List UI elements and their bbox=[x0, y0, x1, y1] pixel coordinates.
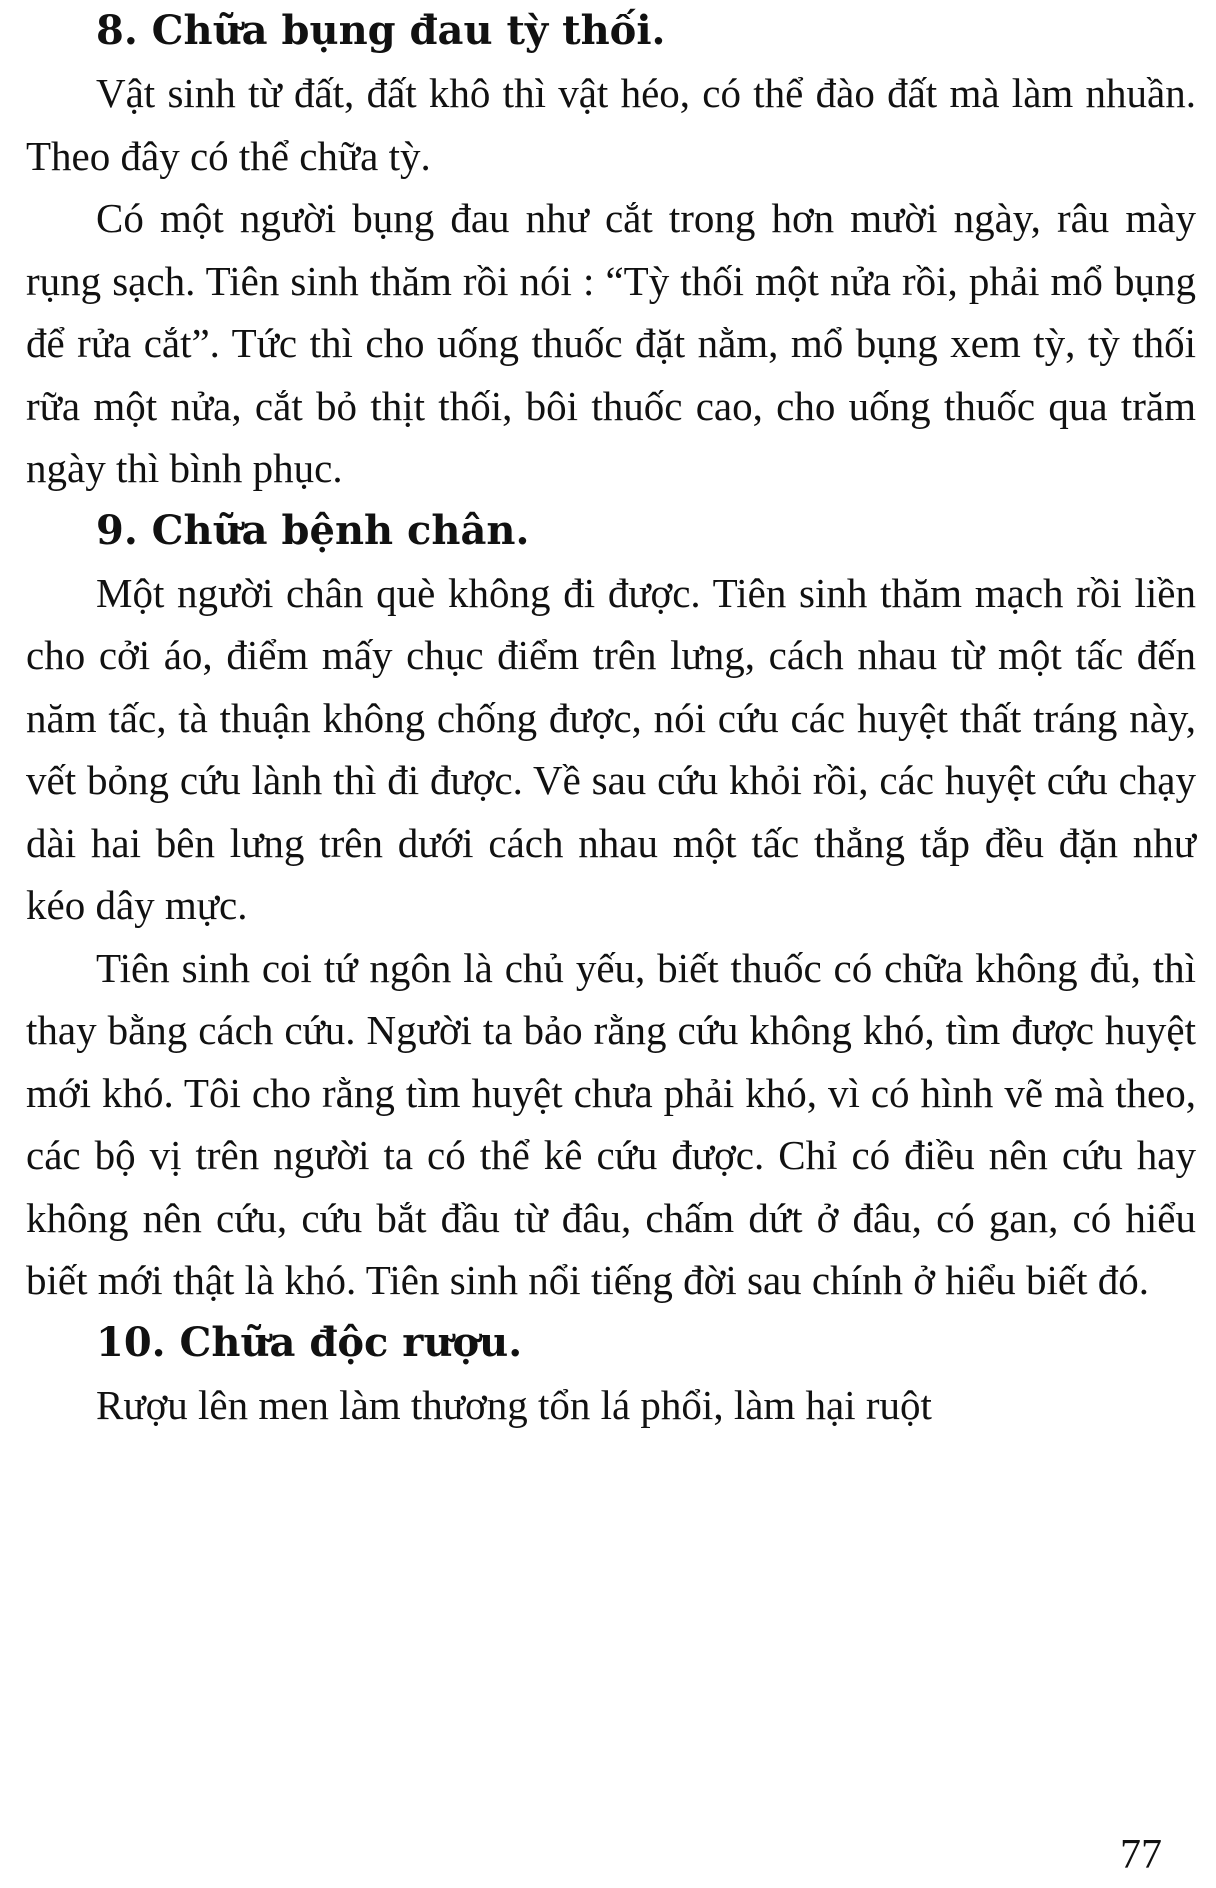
section-heading: 8. Chữa bụng đau tỳ thối. bbox=[96, 7, 666, 54]
paragraph: Vật sinh từ đất, đất khô thì vật héo, có thể đào đất mà làm nhuần. Theo đây có thể chữa tỳ. bbox=[26, 70, 1196, 179]
paragraph: Có một người bụng đau như cắt trong hơn mười ngày, râu mày rụng sạch. Tiên sinh thăm rồi nói : “Tỳ thối một nửa rồi, phải mổ bụng để rửa cắt”. Tức thì cho uống thuốc đặt nằm, mổ bụng xem tỳ, tỳ thối rữa một nửa, cắt bỏ thịt thối, bôi thuốc cao, cho uống thuốc qua trăm ngày thì bình phục. bbox=[26, 195, 1196, 491]
section-heading: 10. Chữa độc rượu. bbox=[96, 1318, 523, 1366]
book-page bbox=[26, 0, 1196, 1888]
section-heading: 9. Chữa bệnh chân. bbox=[96, 506, 530, 554]
section-8 bbox=[26, 0, 1196, 500]
section-10 bbox=[26, 1312, 1196, 1437]
paragraph: Rượu lên men làm thương tổn lá phổi, làm hại ruột bbox=[96, 1381, 932, 1428]
paragraph: Tiên sinh coi tứ ngôn là chủ yếu, biết thuốc có chữa không đủ, thì thay bằng cách cứu. Người ta bảo rằng cứu không khó, tìm được huyệt mới khó. Tôi cho rằng tìm huyệt chưa phải khó, vì có hình vẽ mà theo, các bộ vị trên người ta có thể kê cứu được. Chỉ có điều nên cứu hay không nên cứu, cứu bắt đầu từ đâu, chấm dứt ở đâu, có gan, có hiểu biết mới thật là khó. Tiên sinh nổi tiếng đời sau chính ở hiểu biết đó. bbox=[26, 944, 1196, 1303]
page-number: 77 bbox=[1120, 1832, 1162, 1878]
section-9 bbox=[26, 500, 1196, 1312]
paragraph: Một người chân què không đi được. Tiên sinh thăm mạch rồi liền cho cởi áo, điểm mấy chục điểm trên lưng, cách nhau từ một tấc đến năm tấc, tà thuận không chống được, nói cứu các huyệt thất tráng này, vết bỏng cứu lành thì đi được. Về sau cứu khỏi rồi, các huyệt cứu chạy dài hai bên lưng trên dưới cách nhau một tấc thẳng tắp đều đặn như kéo dây mực. bbox=[26, 569, 1196, 928]
